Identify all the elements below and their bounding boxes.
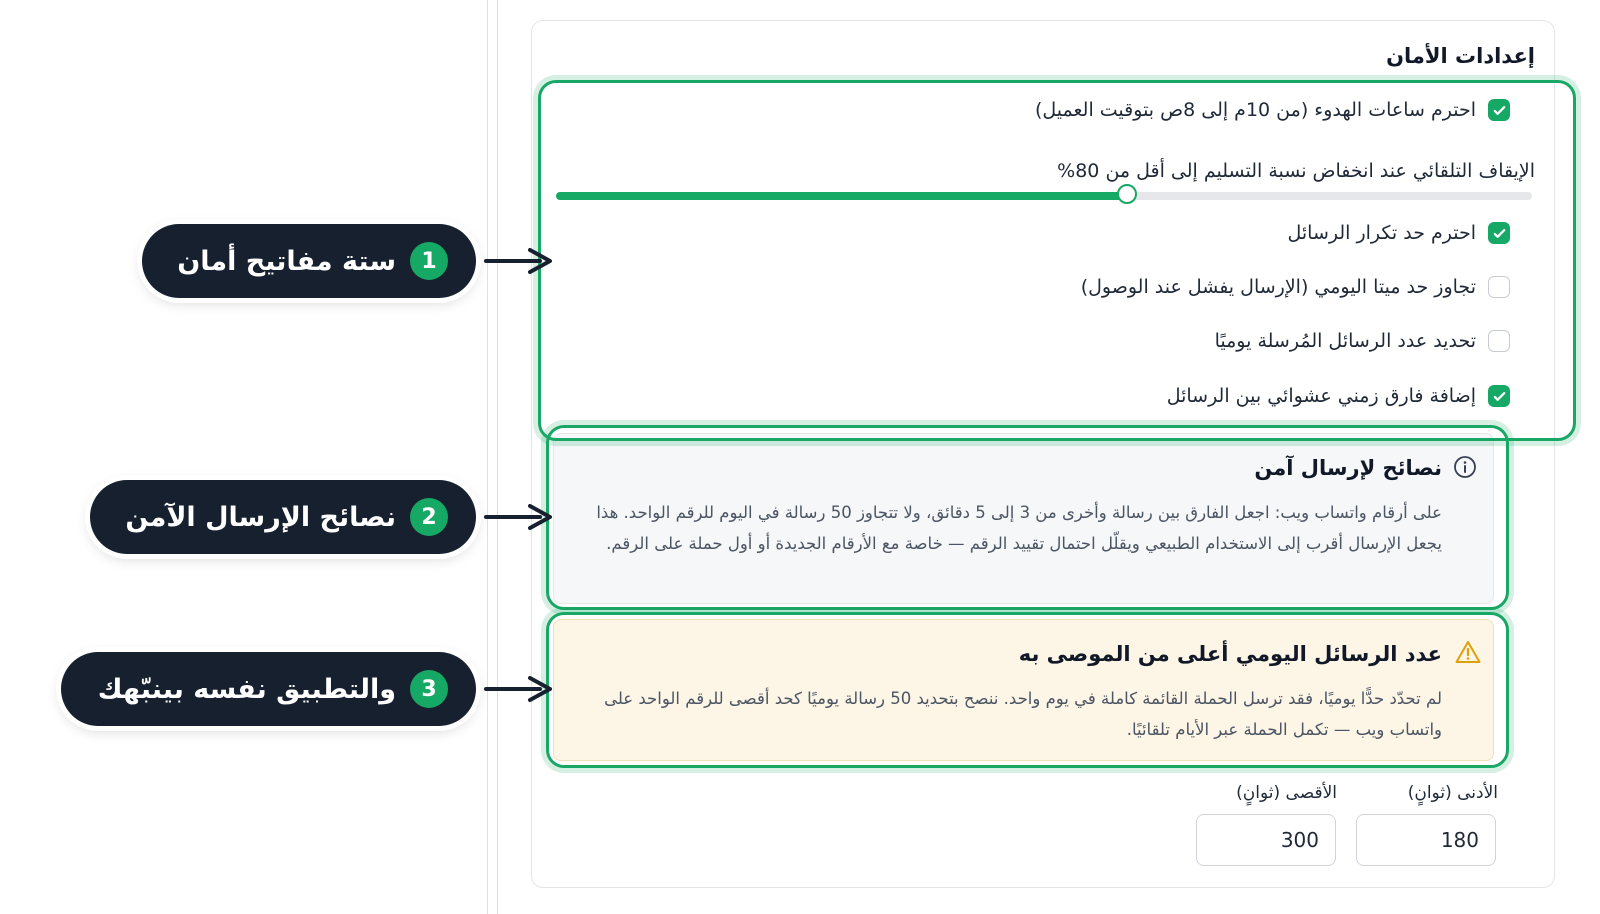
callout-text: والتطبيق نفسه بينبّهك <box>97 673 396 705</box>
callout-number-badge: 2 <box>410 498 448 536</box>
callout-number-badge: 3 <box>410 670 448 708</box>
page-frame-divider <box>497 0 498 914</box>
delivery-rate-slider[interactable] <box>556 192 1532 200</box>
tips-title: نصائح لإرسال آمن <box>1254 456 1442 480</box>
callout-3 <box>61 652 476 726</box>
slider-fill <box>556 192 1127 200</box>
arrow-right-icon <box>484 675 554 703</box>
checkbox-checked-icon[interactable] <box>1488 99 1510 121</box>
callout-number-badge: 1 <box>410 242 448 280</box>
callout-1 <box>142 224 476 298</box>
warning-icon <box>1455 640 1481 664</box>
toggle-label: إضافة فارق زمني عشوائي بين الرسائل <box>1166 385 1476 407</box>
slider-label: الإيقاف التلقائي عند انخفاض نسبة التسليم إلى أقل من 80% <box>1057 160 1535 182</box>
info-icon <box>1453 455 1477 479</box>
toggle-meta-daily-limit[interactable] <box>1081 276 1510 298</box>
slider-thumb[interactable] <box>1117 184 1137 204</box>
callout-text: ستة مفاتيح أمان <box>177 245 396 277</box>
checkbox-unchecked-icon[interactable] <box>1488 276 1510 298</box>
max-delay-input[interactable] <box>1196 814 1336 866</box>
toggle-label: احترم حد تكرار الرسائل <box>1287 222 1476 244</box>
min-delay-input[interactable] <box>1356 814 1496 866</box>
min-delay-label: الأدنى (ثوانٍ) <box>1407 783 1498 803</box>
toggle-random-delay[interactable] <box>1167 385 1510 407</box>
toggle-quiet-hours[interactable] <box>1035 99 1510 121</box>
toggle-label: احترم ساعات الهدوء (من 10م إلى 8ص بتوقيت العميل) <box>1034 99 1476 121</box>
warning-title: عدد الرسائل اليومي أعلى من الموصى به <box>1018 642 1442 666</box>
callout-2 <box>90 480 476 554</box>
toggle-frequency-limit[interactable] <box>1288 222 1511 244</box>
warning-body: لم تحدّد حدًّا يوميًا، فقد ترسل الحملة القائمة كاملة في يوم واحد. ننصح بتحديد 50 رسالة يوميًا كحد أقصى للرقم الواحد على واتساب ويب — تكمل الحملة عبر الأيام تلقائيًا. <box>604 689 1442 739</box>
callout-text: نصائح الإرسال الآمن <box>125 501 396 533</box>
checkbox-checked-icon[interactable] <box>1488 385 1510 407</box>
checkbox-checked-icon[interactable] <box>1488 222 1510 244</box>
toggle-label: تجاوز حد ميتا اليومي (الإرسال يفشل عند الوصول) <box>1080 276 1476 298</box>
section-title: إعدادات الأمان <box>1386 44 1535 68</box>
tips-body: على أرقام واتساب ويب: اجعل الفارق بين رسالة وأخرى من 3 إلى 5 دقائق، ولا تتجاوز 50 رسالة في اليوم للرقم الواحد. هذا يجعل الإرسال أقرب إلى الاستخدام الطبيعي ويقلّل احتمال تقييد الرقم — خاصة مع الأرقام الجديدة أو أول حملة على الرقم. <box>596 503 1442 553</box>
toggle-label: تحديد عدد الرسائل المُرسلة يوميًا <box>1214 330 1476 352</box>
arrow-right-icon <box>484 503 554 531</box>
checkbox-unchecked-icon[interactable] <box>1488 330 1510 352</box>
max-delay-label: الأقصى (ثوانٍ) <box>1236 783 1337 803</box>
arrow-right-icon <box>484 247 554 275</box>
toggle-daily-cap[interactable] <box>1215 330 1510 352</box>
